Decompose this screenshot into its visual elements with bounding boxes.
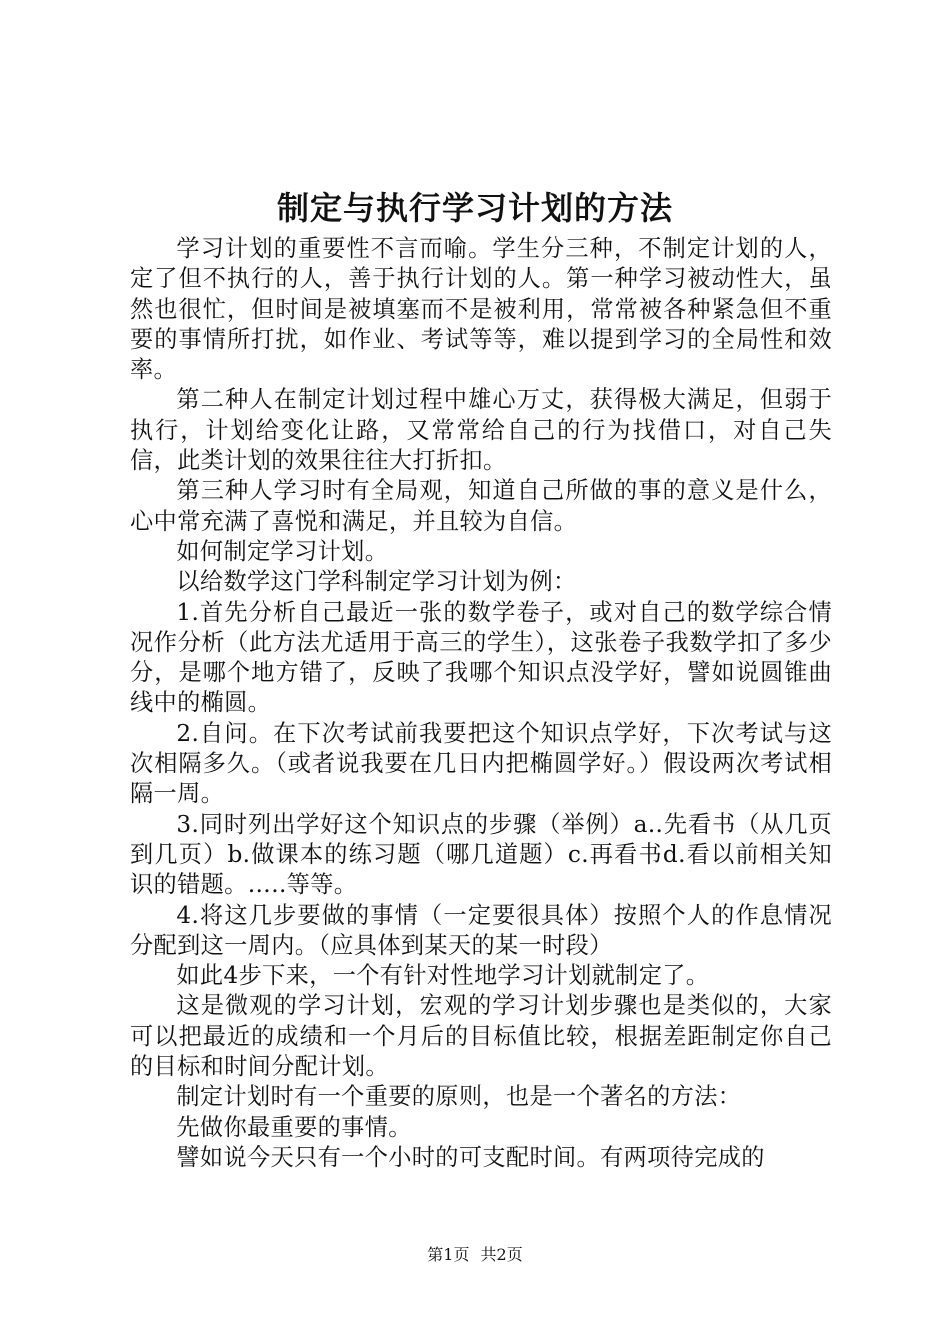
- paragraph: 先做你最重要的事情。: [176, 1113, 412, 1141]
- paragraph: 2.自问。在下次考试前我要把这个知识点学好，下次考试与这次相隔多久。（或者说我要在几日内把椭圆学好。）假设两次考试相隔一周。: [130, 719, 832, 808]
- page-total: 共2页: [480, 1245, 523, 1264]
- paragraph: 譬如说今天只有一个小时的可支配时间。有两项待完成的: [176, 1143, 765, 1171]
- document-title: 制定与执行学习计划的方法: [276, 189, 673, 227]
- paragraph: 这是微观的学习计划，宏观的学习计划步骤也是类似的，大家可以把最近的成绩和一个月后的目标值比较，根据差距制定你自己的目标和时间分配计划。: [130, 992, 832, 1081]
- paragraph: 4.将这几步要做的事情（一定要很具体）按照个人的作息情况分配到这一周内。（应具体到某天的某一时段）: [130, 901, 832, 959]
- paragraph: 第三种人学习时有全局观，知道自己所做的事的意义是什么，心中常充满了喜悦和满足，并且较为自信。: [130, 477, 832, 535]
- paragraph: 如此4步下来，一个有针对性地学习计划就制定了。: [176, 962, 710, 990]
- paragraph: 制定计划时有一个重要的原则，也是一个著名的方法：: [176, 1083, 742, 1111]
- paragraph: 1.首先分析自己最近一张的数学卷子，或对自己的数学综合情况作分析（此方法尤适用于高三的学生），这张卷子我数学扣了多少分，是哪个地方错了，反映了我哪个知识点没学好，譬如说圆锥曲线中的椭圆。: [130, 598, 832, 717]
- paragraph: 第二种人在制定计划过程中雄心万丈，获得极大满足，但弱于执行，计划给变化让路，又常常给自己的行为找借口，对自己失信，此类计划的效果往往大打折扣。: [130, 386, 832, 475]
- page-footer: [0, 1245, 950, 1265]
- paragraph: 如何制定学习计划。: [176, 537, 389, 565]
- paragraph: 学习计划的重要性不言而喻。学生分三种，不制定计划的人，定了但不执行的人，善于执行计划的人。第一种学习被动性大，虽然也很忙，但时间是被填塞而不是被利用，常常被各种紧急但不重要的事情所打扰，如作业、考试等等，难以提到学习的全局性和效率。: [130, 235, 832, 384]
- paragraph: 3.同时列出学好这个知识点的步骤（举例）a..先看书（从几页到几页）b.做课本的练习题（哪几道题）c.再看书d.看以前相关知识的错题。…..等等。: [130, 810, 832, 899]
- page-number: 第1页: [427, 1245, 470, 1264]
- document-body: [130, 234, 832, 1173]
- paragraph: 以给数学这门学科制定学习计划为例：: [176, 568, 577, 596]
